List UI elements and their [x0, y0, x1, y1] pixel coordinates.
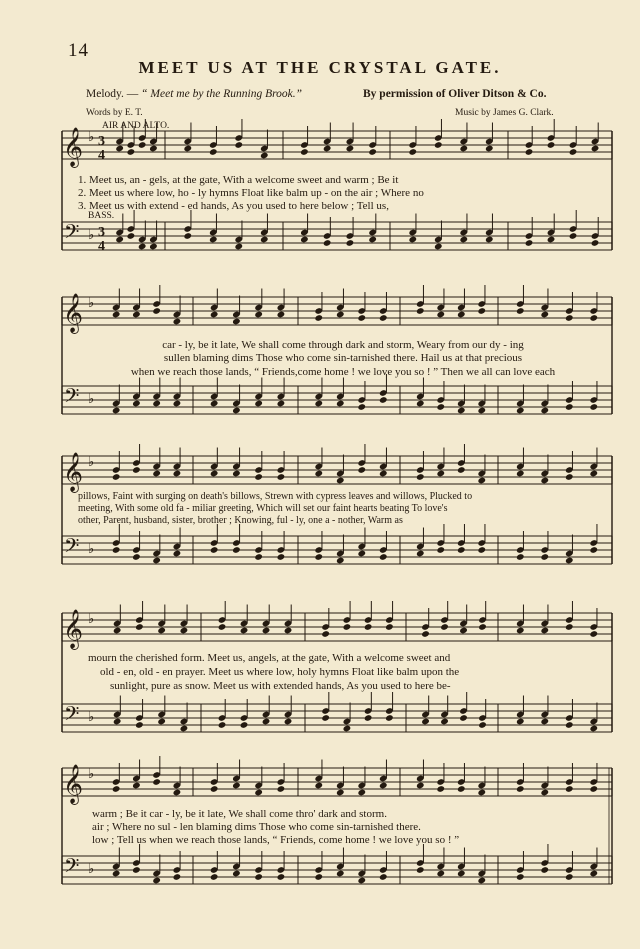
upper-part-label: AIR AND ALTO. [102, 121, 170, 131]
note-head [277, 785, 286, 793]
note-head [589, 785, 598, 793]
note-head [115, 145, 124, 153]
note-head [457, 311, 466, 319]
note-head [357, 466, 366, 474]
note-head [440, 623, 449, 631]
note-head [112, 311, 121, 319]
note-head [336, 557, 345, 565]
note-head [477, 477, 486, 485]
note-head [457, 466, 466, 474]
note-head [385, 623, 394, 631]
note-head [209, 236, 218, 244]
note-head [132, 866, 141, 874]
note-head [300, 236, 309, 244]
note-head [132, 311, 141, 319]
note-head [477, 877, 486, 885]
note-head [254, 553, 263, 561]
note-head [547, 236, 556, 244]
note-head [436, 785, 445, 793]
note-head [540, 627, 549, 635]
note-head [540, 477, 549, 485]
permission-note: By permission of Oliver Ditson & Co. [363, 88, 547, 100]
note-head [132, 553, 141, 561]
note-head [277, 473, 286, 481]
note-head [569, 232, 578, 240]
note-head [457, 407, 466, 415]
note-head [183, 145, 192, 153]
note-head [157, 718, 166, 726]
note-head [478, 623, 487, 631]
note-head [540, 866, 549, 874]
note-head [434, 243, 443, 251]
note-head [262, 627, 271, 635]
time-signature-bottom: 4 [98, 239, 105, 254]
lyric-line: 2. Meet us where low, ho - ly hymns Float like balm up - on the air ; Where no [78, 187, 424, 199]
note-head [385, 714, 394, 722]
flat-sign: ♭ [88, 392, 95, 407]
note-head [565, 873, 574, 881]
note-head [277, 400, 286, 408]
note-head [589, 630, 598, 638]
note-head [357, 789, 366, 797]
treble-clef: 𝄞 [63, 609, 84, 649]
note-head [416, 550, 425, 558]
treble-clef: 𝄞 [63, 764, 84, 804]
note-head [477, 407, 486, 415]
note-head [540, 718, 549, 726]
note-head [138, 141, 147, 149]
note-head [210, 470, 219, 478]
note-head [589, 314, 598, 322]
note-head [591, 145, 600, 153]
lyric-line: low ; Tell us when we reach those lands, “ Friends, come home ! we love you so ! ” [92, 834, 460, 846]
note-head [209, 148, 218, 156]
note-head [379, 470, 388, 478]
note-head [300, 148, 309, 156]
note-head [565, 314, 574, 322]
note-head [368, 236, 377, 244]
note-head [379, 873, 388, 881]
note-head [540, 553, 549, 561]
note-head [364, 623, 373, 631]
note-head [240, 627, 249, 635]
note-head [346, 239, 355, 247]
lyric-line: pillows, Faint with surging on death's billows, Strewn with cypress leaves and willows, Plucked to [78, 491, 473, 502]
lyric-line: air ; Where no sul - len blaming dims Those who come sin-tarnished there. [92, 821, 421, 833]
time-signature-top: 3 [98, 225, 105, 240]
note-head [152, 557, 161, 565]
note-head [112, 546, 121, 554]
note-head [436, 546, 445, 554]
note-head [277, 311, 286, 319]
lyric-line: 3. Meet us with extend - ed hands, As you used to here below ; Tell us, [78, 200, 389, 212]
bass-clef: 𝄢 [64, 534, 80, 562]
note-head [149, 145, 158, 153]
note-head [421, 630, 430, 638]
note-head [485, 236, 494, 244]
note-head [173, 400, 182, 408]
lyric-line: mourn the cherished form. Meet us, angels, at the gate, With a welcome sweet and [88, 652, 451, 664]
flat-sign: ♭ [88, 455, 95, 470]
flat-sign: ♭ [88, 767, 95, 782]
bass-clef: 𝄢 [64, 220, 80, 248]
flat-sign: ♭ [88, 710, 95, 725]
note-head [440, 718, 449, 726]
note-head [180, 627, 189, 635]
note-head [343, 725, 352, 733]
note-head [284, 718, 293, 726]
note-head [234, 243, 243, 251]
page-number: 14 [68, 40, 89, 61]
note-head [132, 400, 141, 408]
flat-sign: ♭ [88, 542, 95, 557]
lyric-line: meeting, With some old fa - miliar greeting, Which will set our faint hearts beating To love's [78, 503, 448, 514]
note-head [314, 782, 323, 790]
note-head [254, 789, 263, 797]
note-head [516, 627, 525, 635]
note-head [569, 148, 578, 156]
note-head [138, 243, 147, 251]
note-head [210, 311, 219, 319]
note-head [173, 318, 182, 326]
lower-part-label: BASS. [88, 211, 115, 221]
note-head [218, 623, 227, 631]
note-head [277, 553, 286, 561]
note-head [416, 473, 425, 481]
note-head [152, 470, 161, 478]
note-head [232, 407, 241, 415]
note-head [254, 400, 263, 408]
lyric-line: sullen blaming dims Those who come sin-tarnished there. Hail us at that precious [163, 352, 523, 364]
melody-prefix: Melody. — [86, 88, 139, 100]
note-head [346, 145, 355, 153]
flat-sign: ♭ [88, 612, 95, 627]
note-head [540, 407, 549, 415]
note-head [459, 236, 468, 244]
flat-sign: ♭ [88, 862, 95, 877]
note-head [210, 546, 219, 554]
note-head [457, 546, 466, 554]
note-head [112, 407, 121, 415]
note-head [336, 870, 345, 878]
note-head [173, 470, 182, 478]
flat-sign: ♭ [88, 130, 95, 145]
note-head [218, 721, 227, 729]
note-head [336, 477, 345, 485]
note-head [516, 307, 525, 315]
note-head [314, 873, 323, 881]
note-head [565, 623, 574, 631]
note-head [254, 473, 263, 481]
note-head [416, 866, 425, 874]
note-head [525, 239, 534, 247]
note-head [254, 873, 263, 881]
note-head [459, 627, 468, 635]
note-head [314, 400, 323, 408]
note-head [436, 403, 445, 411]
note-head [234, 141, 243, 149]
note-head [565, 403, 574, 411]
note-head [408, 148, 417, 156]
note-head [565, 473, 574, 481]
note-head [516, 873, 525, 881]
note-head [135, 623, 144, 631]
lyric-line: sunlight, pure as snow. Meet us with extended hands, As you used to here be- [110, 680, 451, 692]
note-head [232, 870, 241, 878]
note-head [589, 546, 598, 554]
note-head [379, 396, 388, 404]
note-head [589, 403, 598, 411]
note-head [232, 546, 241, 554]
note-head [323, 145, 332, 153]
note-head [277, 873, 286, 881]
note-head [368, 148, 377, 156]
note-head [565, 785, 574, 793]
note-head [565, 721, 574, 729]
note-head [260, 236, 269, 244]
note-head [357, 314, 366, 322]
note-head [540, 311, 549, 319]
note-head [321, 630, 330, 638]
note-head [127, 232, 136, 240]
note-head [516, 407, 525, 415]
note-head [357, 877, 366, 885]
note-head [477, 789, 486, 797]
note-head [547, 141, 556, 149]
time-signature-bottom: 4 [98, 148, 105, 163]
note-head [321, 714, 330, 722]
note-head [127, 148, 136, 156]
note-head [457, 785, 466, 793]
note-head [260, 152, 269, 160]
note-head [183, 232, 192, 240]
note-head [113, 718, 122, 726]
flat-sign: ♭ [88, 296, 95, 311]
note-head [436, 470, 445, 478]
note-head [485, 145, 494, 153]
note-head [132, 466, 141, 474]
note-head [589, 870, 598, 878]
note-head [157, 627, 166, 635]
note-head [416, 307, 425, 315]
note-head [152, 877, 161, 885]
lyric-line: 1. Meet us, an - gels, at the gate, With a welcome sweet and warm ; Be it [78, 174, 399, 186]
bass-clef: 𝄢 [64, 384, 80, 412]
note-head [210, 400, 219, 408]
note-head [416, 782, 425, 790]
note-head [379, 782, 388, 790]
note-head [434, 141, 443, 149]
note-head [132, 782, 141, 790]
note-head [436, 870, 445, 878]
flat-sign: ♭ [88, 228, 95, 243]
note-head [357, 550, 366, 558]
note-head [152, 400, 161, 408]
note-head [152, 778, 161, 786]
note-head [180, 725, 189, 733]
lyric-line: other, Parent, husband, sister, brother ; Knowing, ful - ly, one a - nother, Warm as [78, 515, 403, 526]
note-head [589, 725, 598, 733]
treble-clef: 𝄞 [63, 293, 84, 333]
note-head [173, 550, 182, 558]
note-head [284, 627, 293, 635]
lyric-line: old - en, old - en prayer. Meet us where low, holy hymns Float like balm upon the [100, 666, 460, 678]
note-head [173, 789, 182, 797]
note-head [408, 236, 417, 244]
treble-clef: 𝄞 [63, 452, 84, 492]
note-head [336, 311, 345, 319]
note-head [112, 473, 121, 481]
note-head [516, 553, 525, 561]
treble-clef: 𝄞 [63, 127, 84, 167]
note-head [591, 239, 600, 247]
note-head [516, 785, 525, 793]
note-head [540, 789, 549, 797]
music-credit: Music by James G. Clark. [455, 108, 554, 118]
note-head [379, 553, 388, 561]
note-head [421, 718, 430, 726]
note-head [232, 318, 241, 326]
note-head [262, 718, 271, 726]
note-head [565, 557, 574, 565]
note-head [589, 470, 598, 478]
bass-clef: 𝄢 [64, 702, 80, 730]
note-head [210, 873, 219, 881]
lyric-line: when we reach those lands, “ Friends,come home ! we love you so ! ” Then we all can love each [130, 366, 556, 378]
note-head [210, 785, 219, 793]
note-head [314, 470, 323, 478]
note-head [436, 311, 445, 319]
time-signature-top: 3 [98, 134, 105, 149]
lyric-line: car - ly, be it late, We shall come through dark and storm, Weary from our dy - ing [162, 339, 524, 351]
note-head [525, 148, 534, 156]
note-head [478, 721, 487, 729]
note-head [149, 243, 158, 251]
note-head [232, 470, 241, 478]
words-credit: Words by E. T. [86, 108, 143, 118]
note-head [232, 782, 241, 790]
note-head [343, 623, 352, 631]
note-head [477, 546, 486, 554]
note-head [364, 714, 373, 722]
note-head [516, 718, 525, 726]
note-head [416, 400, 425, 408]
melody-tune: “ Meet me by the Running Brook.” [141, 88, 303, 100]
note-head [357, 403, 366, 411]
note-head [152, 307, 161, 315]
note-head [459, 145, 468, 153]
note-head [516, 470, 525, 478]
bass-clef: 𝄢 [64, 854, 80, 882]
note-head [314, 553, 323, 561]
note-head [379, 314, 388, 322]
note-head [115, 236, 124, 244]
note-head [135, 721, 144, 729]
lyric-line: warm ; Be it car - ly, be it late, We shall come thro' dark and storm. [92, 808, 387, 820]
note-head [477, 307, 486, 315]
note-head [459, 714, 468, 722]
note-head [323, 239, 332, 247]
page-title: MEET US AT THE CRYSTAL GATE. [138, 58, 502, 77]
note-head [173, 873, 182, 881]
note-head [336, 400, 345, 408]
note-head [112, 870, 121, 878]
note-head [457, 870, 466, 878]
note-head [113, 627, 122, 635]
note-head [336, 789, 345, 797]
note-head [240, 721, 249, 729]
note-head [314, 314, 323, 322]
note-head [112, 785, 121, 793]
note-head [254, 311, 263, 319]
